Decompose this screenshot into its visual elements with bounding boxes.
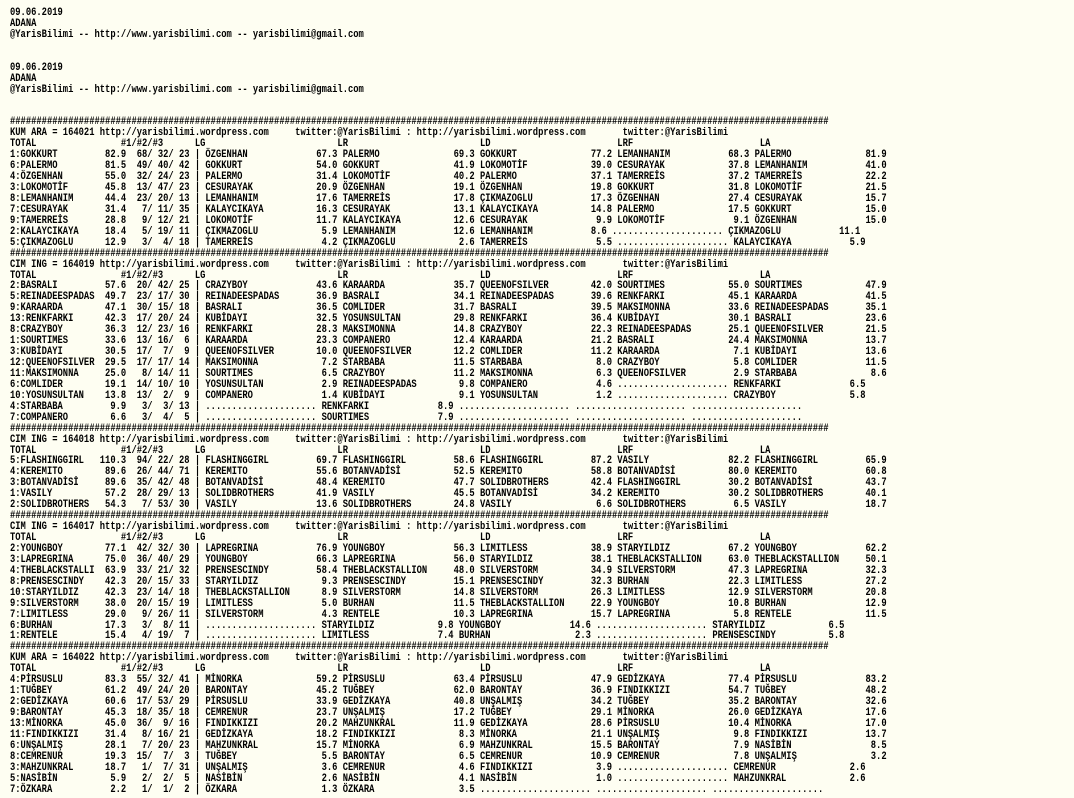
report-line: 5:FLASHINGGIRL 110.3 94/ 22/ 28 | FLASHINGGIRL 69.7 FLASHINGGIRL 58.6 FLASHINGGIRL 87.2 VASILY 82.2 FLASHINGGIRL 65.9 xyxy=(10,455,887,468)
report-line: 12:QUEENOFSILVER 29.5 17/ 17/ 14 | MAKSIMONNA 7.2 STARBABA 11.5 STARBABA 8.0 CRAZYBOY 5.8 COMLIDER 11.5 xyxy=(10,357,887,369)
report-line: 5:ÇIKMAZOGLU 12.9 3/ 4/ 18 | TAMERREİS 4.2 ÇIKMAZOGLU 2.6 TAMERREİS 5.5 ..................... KALAYCIKAYA 5.9 xyxy=(10,236,866,249)
report-line: 11:MAKSIMONNA 25.0 8/ 14/ 11 | SOURTIMES 6.5 CRAZYBOY 11.2 MAKSIMONNA 6.3 QUEENOFSILVER 2.9 STARBABA 8.6 xyxy=(10,367,887,380)
report-line: TOTAL #1/#2/#3 LG LR LD LRF LA xyxy=(10,444,771,457)
report-line: 9:TAMERREİS 28.8 9/ 12/ 21 | LOKOMOTİF 11.7 KALAYCIKAYA 12.6 CESURAYAK 9.9 LOKOMOTİF 9.1 ÖZGENHAN 15.0 xyxy=(10,214,887,227)
report-line: 4:STARBABA 9.9 3/ 3/ 13 | ..................... RENKFARKI 8.9 ..................... ..................... ..................... xyxy=(10,400,803,413)
report-line: 2:BASRALI 57.6 20/ 42/ 25 | CRAZYBOY 43.6 KARAARDA 35.7 QUEENOFSILVER 42.0 SOURTIMES 55.0 SOURTIMES 47.9 xyxy=(10,280,887,293)
report-line: 10:STARYILDIZ 42.3 23/ 14/ 18 | THEBLACKSTALLION 8.9 SILVERSTORM 14.8 SILVERSTORM 26.3 LIMITLESS 12.9 SILVERSTORM 20.8 xyxy=(10,586,887,599)
report-line: 5:REINADEESPADAS 49.7 23/ 17/ 30 | REINADEESPADAS 36.9 BASRALI 34.1 REINADEESPADAS 39.6 RENKFARKI 45.1 KARAARDA 41.5 xyxy=(10,291,887,304)
report-line: 3:MAHZUNKRAL 18.7 1/ 7/ 31 | UNŞALMIŞ 3.6 CEMRENUR 4.6 FINDIKKIZI 3.9 ..................... CEMRENUR 2.6 xyxy=(10,761,866,774)
report-line: 6:BURHAN 17.3 3/ 8/ 11 | ..................... STARYILDIZ 9.8 YOUNGBOY 14.6 ..................... STARYILDIZ 6.5 xyxy=(10,619,845,632)
report-line: 10:YOSUNSULTAN 13.8 13/ 2/ 9 | COMPANERO 1.4 KUBİDAYI 9.1 YOSUNSULTAN 1.2 ..................... CRAZYBOY 5.8 xyxy=(10,389,866,402)
report-line: KUM ARA = 164021 http://yarisbilimi.wordpress.com twitter:@YarisBilimi : http://yarisbilimi.wordpress.com twitter:@YarisBilimi xyxy=(10,127,729,140)
report-line: 13:RENKFARKI 42.3 17/ 20/ 24 | KUBİDAYI 32.5 YOSUNSULTAN 29.8 RENKFARKI 36.4 KUBİDAYI 30.1 BASRALI 23.6 xyxy=(10,313,887,326)
report-line: TOTAL #1/#2/#3 LG LR LD LRF LA xyxy=(10,663,771,676)
report-line: 2:KALAYCIKAYA 18.4 5/ 19/ 11 | ÇIKMAZOGLU 5.9 LEMANHANIM 12.6 LEMANHANIM 8.6 ..................... ÇIKMAZOGLU 11.1 xyxy=(10,225,861,238)
report-line: 2:SOLIDBROTHERS 54.3 7/ 53/ 30 | VASILY 13.6 SOLIDBROTHERS 24.8 VASILY 6.6 SOLIDBROTHERS 6.5 VASILY 18.7 xyxy=(10,499,887,512)
report-line: 4:PİRSUSLU 83.3 55/ 32/ 41 | MİNORKA 59.2 PİRSUSLU 63.4 PİRSUSLU 47.9 GEDİZKAYA 77.4 PİRSUSLU 83.2 xyxy=(10,674,887,687)
separator-line: ########################################################################################################################################################### xyxy=(10,510,829,523)
report-line: 4:KEREMITO 89.6 26/ 44/ 71 | KEREMITO 55.6 BOTANVADİSİ 52.5 KEREMITO 58.8 BOTANVADİSİ 80.0 KEREMITO 60.8 xyxy=(10,466,887,479)
report-line: 9:SILVERSTORM 38.0 20/ 15/ 19 | LIMITLESS 5.0 BURHAN 11.5 THEBLACKSTALLION 22.9 YOUNGBOY 10.8 BURHAN 12.9 xyxy=(10,597,887,610)
report-line: 4:THEBLACKSTALLI 63.9 33/ 21/ 32 | PRENSESCINDY 58.4 THEBLACKSTALLION 48.0 SILVERSTORM 34.9 SILVERSTORM 47.3 LAPREGRINA 32.3 xyxy=(10,564,887,577)
report-line: 7:CESURAYAK 31.4 7/ 11/ 35 | KALAYCIKAYA 16.3 CESURAYAK 13.1 KALAYCIKAYA 14.8 PALERMO 17.5 GOKKURT 15.0 xyxy=(10,203,887,216)
report-line: TOTAL #1/#2/#3 LG LR LD LRF LA xyxy=(10,138,771,151)
report-line: 09.06.2019 xyxy=(10,7,63,19)
report-line: 09.06.2019 xyxy=(10,61,63,74)
report-line: 8:CRAZYBOY 36.3 12/ 23/ 16 | RENKFARKI 28.3 MAKSIMONNA 14.8 CRAZYBOY 22.3 REINADEESPADAS 25.1 QUEENOFSILVER 21.5 xyxy=(10,324,887,337)
report-line: 3:LAPREGRINA 75.0 36/ 40/ 29 | YOUNGBOY 66.3 LAPREGRINA 56.0 STARYILDIZ 38.1 THEBLACKSTALLION 63.0 THEBLACKSTALLION 50.1 xyxy=(10,553,887,566)
report-line: @YarisBilimi -- http://www.yarisbilimi.com -- yarisbilimi@gmail.com xyxy=(10,28,364,41)
separator-line: ########################################################################################################################################################### xyxy=(10,641,829,654)
report-line: @YarisBilimi -- http://www.yarisbilimi.com -- yarisbilimi@gmail.com xyxy=(10,83,364,96)
report-line: 8:LEMANHANIM 44.4 23/ 20/ 13 | LEMANHANIM 17.6 TAMERREİS 17.8 ÇIKMAZOGLU 17.3 ÖZGENHAN 27.4 CESURAYAK 15.7 xyxy=(10,192,887,205)
report-line xyxy=(10,41,887,52)
report-line xyxy=(10,52,887,63)
separator-line: ########################################################################################################################################################### xyxy=(10,116,829,129)
report-line: CIM ING = 164018 http://yarisbilimi.wordpress.com twitter:@YarisBilimi : http://yarisbilimi.wordpress.com twitter:@YarisBilimi xyxy=(10,433,729,446)
report-line: 7:COMPANERO 6.6 3/ 4/ 5 | ..................... SOURTIMES 7.9 ..................... ..................... ..................... xyxy=(10,411,803,424)
report-line: 6:COMLIDER 19.1 14/ 10/ 10 | YOSUNSULTAN 2.9 REINADEESPADAS 9.8 COMPANERO 4.6 ..................... RENKFARKI 6.5 xyxy=(10,378,866,391)
report-line: 1:SOURTIMES 33.6 13/ 16/ 6 | KARAARDA 23.3 COMPANERO 12.4 KARAARDA 21.2 BASRALI 24.4 MAKSIMONNA 13.7 xyxy=(10,335,887,348)
report-line: 8:CEMRENUR 19.3 15/ 7/ 3 | TUĞBEY 5.5 BARONTAY 6.5 CEMRENUR 10.9 CEMRENUR 7.8 UNŞALMIŞ 3.2 xyxy=(10,750,887,763)
report-line: TOTAL #1/#2/#3 LG LR LD LRF LA xyxy=(10,532,771,544)
report-line: 2:GEDİZKAYA 60.6 17/ 53/ 29 | PİRSUSLU 33.9 GEDİZKAYA 40.8 UNŞALMIŞ 34.2 TUĞBEY 35.2 BARONTAY 32.6 xyxy=(10,696,887,709)
report-line: 2:YOUNGBOY 77.1 42/ 32/ 30 | LAPREGRINA 76.9 YOUNGBOY 56.3 LIMITLESS 38.9 STARYILDIZ 67.2 YOUNGBOY 62.2 xyxy=(10,542,887,555)
report-line: 11:FINDIKKIZI 31.4 8/ 16/ 21 | GEDİZKAYA 18.2 FINDIKKIZI 8.3 MİNORKA 21.1 UNŞALMIŞ 9.8 FINDIKKIZI 13.7 xyxy=(10,728,887,741)
report-line: 6:UNŞALMIŞ 28.1 7/ 20/ 23 | MAHZUNKRAL 15.7 MİNORKA 6.9 MAHZUNKRAL 15.5 BARONTAY 7.9 NASİBİN 8.5 xyxy=(10,739,887,752)
report-line: 3:LOKOMOTİF 45.8 13/ 47/ 23 | CESURAYAK 20.9 ÖZGENHAN 19.1 ÖZGENHAN 19.8 GOKKURT 31.8 LOKOMOTİF 21.5 xyxy=(10,182,887,194)
report-line: ADANA xyxy=(10,72,37,85)
report-line xyxy=(10,96,887,107)
report-line: 1:TUĞBEY 61.2 49/ 24/ 20 | BARONTAY 45.2 TUĞBEY 62.0 BARONTAY 36.9 FINDIKKIZI 54.7 TUĞBEY 48.2 xyxy=(10,685,887,698)
report-line: 9:KARAARDA 47.1 30/ 15/ 18 | BASRALI 36.5 COMLIDER 31.7 BASRALI 39.5 MAKSIMONNA 33.6 REINADEESPADAS 35.1 xyxy=(10,302,887,315)
report-line: 1:RENTELE 15.4 4/ 19/ 7 | ..................... LIMITLESS 7.4 BURHAN 2.3 ..................... PRENSESCINDY 5.8 xyxy=(10,630,845,643)
report-line: 9:BARONTAY 45.3 18/ 35/ 18 | CEMRENUR 23.7 UNŞALMIŞ 17.2 TUĞBEY 29.1 MİNORKA 26.0 GEDİZKAYA 17.6 xyxy=(10,707,887,719)
report-line: 7:ÖZKARA 2.2 1/ 1/ 2 | ÖZKARA 1.3 ÖZKARA 3.5 ..................... ..................... ..................... xyxy=(10,783,824,796)
report-line: 13:MİNORKA 45.0 36/ 9/ 16 | FINDIKKIZI 20.2 MAHZUNKRAL 11.9 GEDİZKAYA 28.6 PİRSUSLU 10.4 MİNORKA 17.0 xyxy=(10,717,887,730)
report-line: TOTAL #1/#2/#3 LG LR LD LRF LA xyxy=(10,269,771,282)
report-line: 6:PALERMO 81.5 49/ 40/ 42 | GOKKURT 54.0 GOKKURT 41.9 LOKOMOTİF 39.0 CESURAYAK 37.8 LEMANHANIM 41.0 xyxy=(10,160,887,173)
report-line: 3:KUBİDAYI 30.5 17/ 7/ 9 | QUEENOFSILVER 10.0 QUEENOFSILVER 12.2 COMLIDER 11.2 KARAARDA 7.1 KUBİDAYI 13.6 xyxy=(10,346,887,359)
report-line: 1:VASILY 57.2 28/ 29/ 13 | SOLIDBROTHERS 41.9 VASILY 45.5 BOTANVADİSİ 34.2 KEREMITO 30.2 SOLIDBROTHERS 40.1 xyxy=(10,488,887,501)
report-line: CIM ING = 164019 http://yarisbilimi.wordpress.com twitter:@YarisBilimi : http://yarisbilimi.wordpress.com twitter:@YarisBilimi xyxy=(10,258,729,271)
report-line: 7:LIMITLESS 29.0 9/ 26/ 11 | SILVERSTORM 4.3 RENTELE 10.3 LAPREGRINA 15.7 LAPREGRINA 5.8 RENTELE 11.5 xyxy=(10,608,887,621)
separator-line: ########################################################################################################################################################### xyxy=(10,422,829,435)
report-line: 5:NASİBİN 5.9 2/ 2/ 5 | NASİBİN 2.6 NASİBİN 4.1 NASİBİN 1.0 ..................... MAHZUNKRAL 2.6 xyxy=(10,772,866,785)
report-line: CIM ING = 164017 http://yarisbilimi.wordpress.com twitter:@YarisBilimi : http://yarisbilimi.wordpress.com twitter:@YarisBilimi xyxy=(10,521,729,534)
race-report-text xyxy=(10,8,887,796)
report-line: 3:BOTANVADİSİ 89.6 35/ 42/ 48 | BOTANVADİSİ 48.4 KEREMITO 47.7 SOLIDBROTHERS 42.4 FLASHINGGIRL 30.2 BOTANVADİSİ 43.7 xyxy=(10,477,887,490)
report-line: KUM ARA = 164022 http://yarisbilimi.wordpress.com twitter:@YarisBilimi : http://yarisbilimi.wordpress.com twitter:@YarisBilimi xyxy=(10,652,729,665)
report-line: 8:PRENSESCINDY 42.3 20/ 15/ 33 | STARYILDIZ 9.3 PRENSESCINDY 15.1 PRENSESCINDY 32.3 BURHAN 22.3 LIMITLESS 27.2 xyxy=(10,575,887,588)
report-line: ADANA xyxy=(10,17,37,30)
report-line: 4:ÖZGENHAN 55.0 32/ 24/ 23 | PALERMO 31.4 LOKOMOTİF 40.2 PALERMO 37.1 TAMERREİS 37.2 TAMERREİS 22.2 xyxy=(10,171,887,184)
report-line: 1:GOKKURT 82.9 68/ 32/ 23 | ÖZGENHAN 67.3 PALERMO 69.3 GOKKURT 77.2 LEMANHANIM 68.3 PALERMO 81.9 xyxy=(10,149,887,162)
separator-line: ########################################################################################################################################################### xyxy=(10,247,829,260)
